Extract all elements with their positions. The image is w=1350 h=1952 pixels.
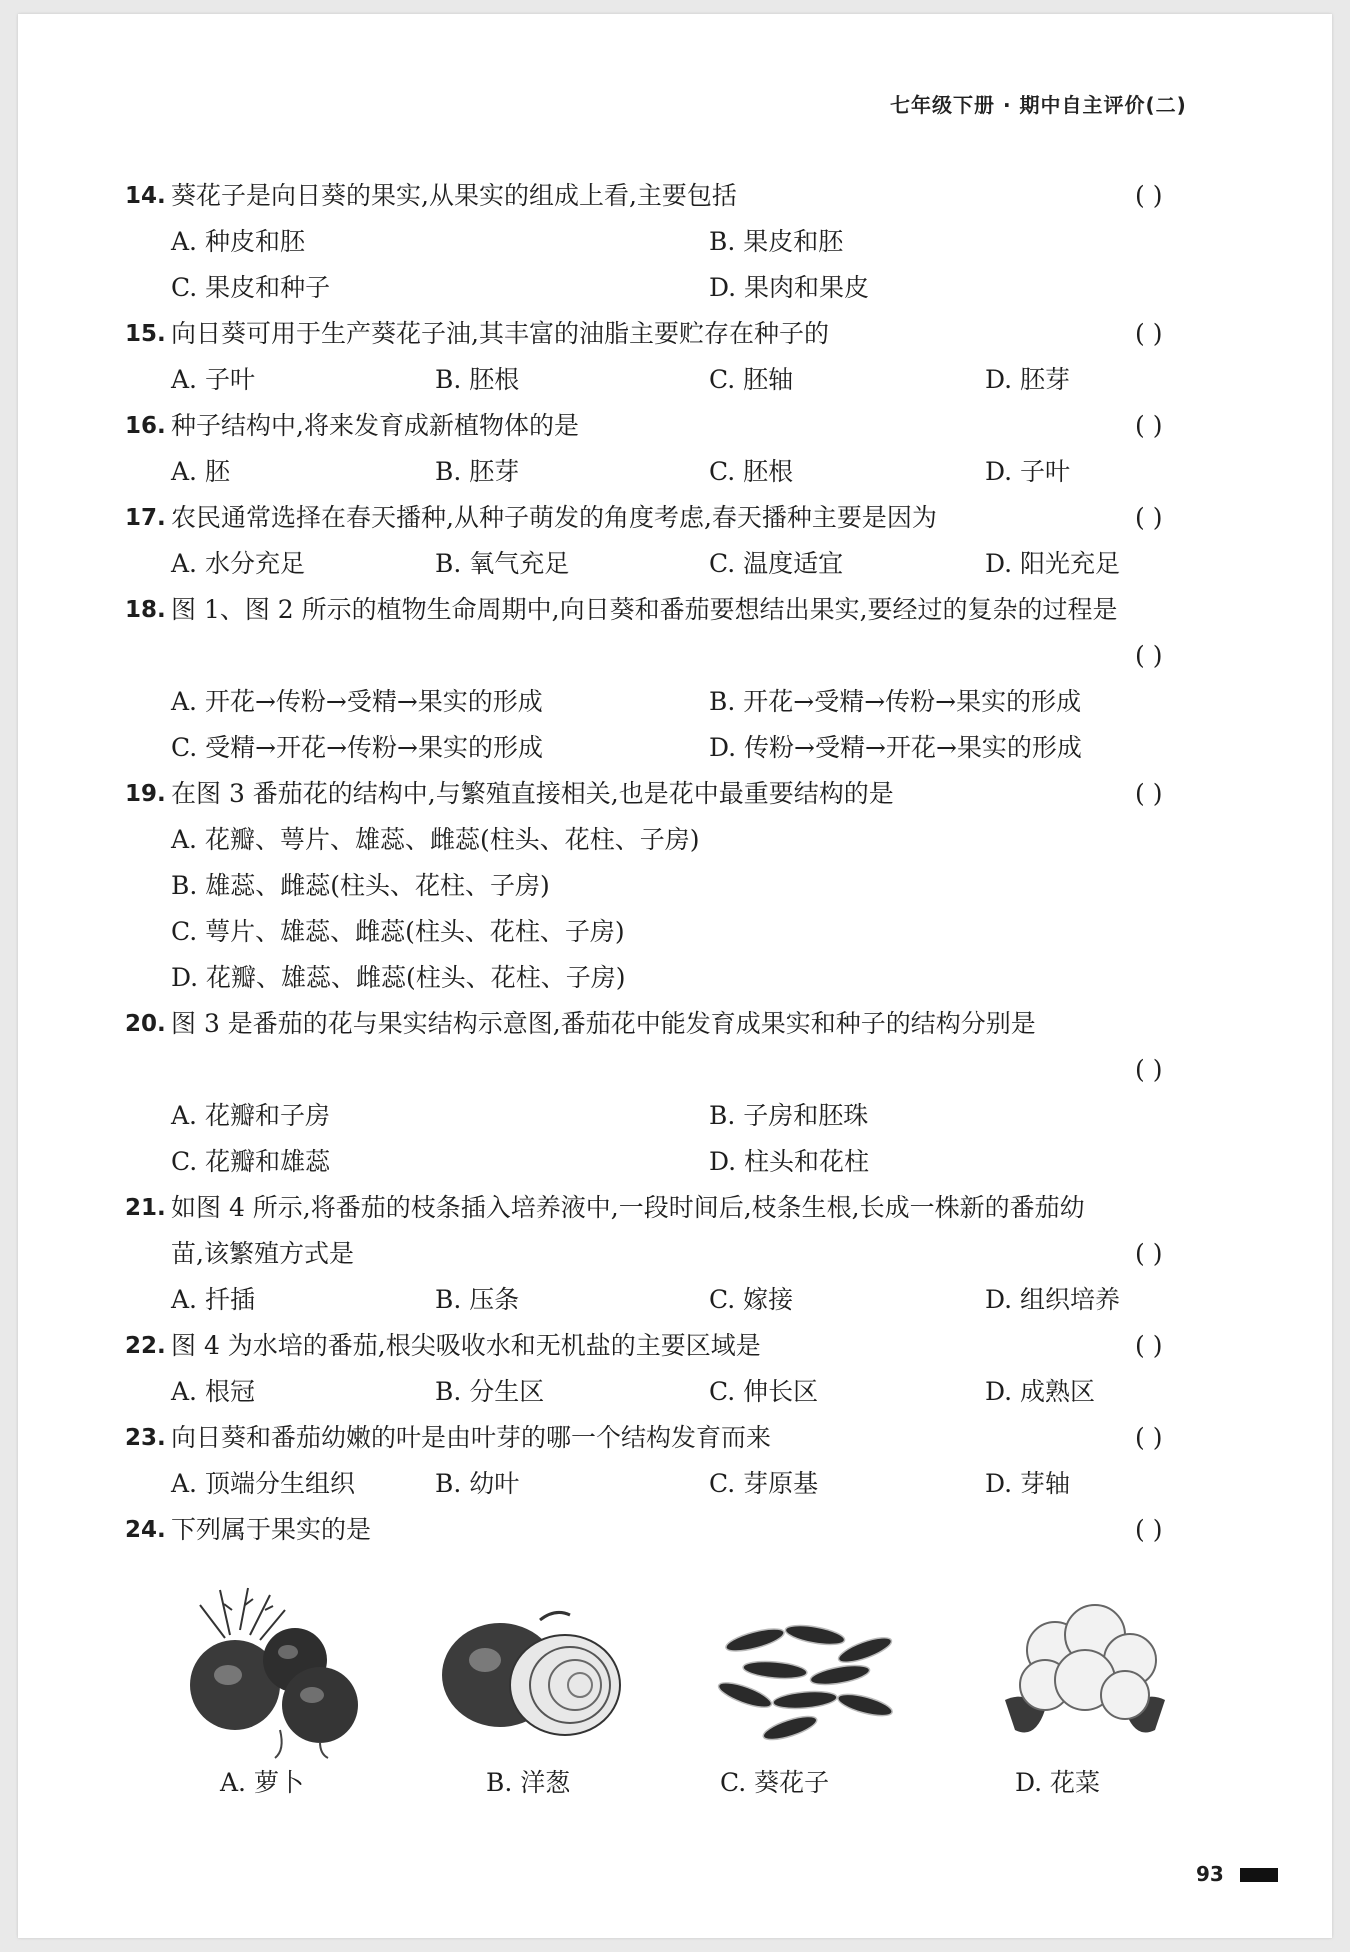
question-number: 20.: [125, 1011, 166, 1037]
question-number: 17.: [125, 505, 166, 531]
option-c: C. 萼片、雄蕊、雌蕊(柱头、花柱、子房): [171, 917, 625, 946]
answer-blank[interactable]: ( ): [1135, 1423, 1163, 1452]
cauliflower-image: [985, 1580, 1185, 1760]
image-caption-b: B. 洋葱: [486, 1768, 571, 1797]
question-number: 24.: [125, 1517, 166, 1543]
question-text: 向日葵可用于生产葵花子油,其丰富的油脂主要贮存在种子的: [171, 319, 829, 348]
option-c: C. 胚根: [709, 457, 794, 486]
option-c: C. 嫁接: [709, 1285, 794, 1314]
question-text: 下列属于果实的是: [171, 1515, 372, 1544]
option-a: A. 子叶: [171, 365, 255, 394]
option-c: C. 花瓣和雄蕊: [171, 1147, 331, 1176]
option-d: D. 阳光充足: [985, 549, 1121, 578]
question-20: [125, 1001, 1215, 1047]
question-number: 21.: [125, 1195, 166, 1221]
question-text: 图 3 是番茄的花与果实结构示意图,番茄花中能发育成果实和种子的结构分别是: [171, 1009, 1036, 1038]
option-c: C. 芽原基: [709, 1469, 819, 1498]
page-number: 93: [1196, 1862, 1224, 1886]
answer-blank[interactable]: ( ): [1135, 319, 1163, 348]
option-b: B. 开花→受精→传粉→果实的形成: [709, 687, 1082, 716]
question-text: 葵花子是向日葵的果实,从果实的组成上看,主要包括: [171, 181, 737, 210]
question-21: [125, 1185, 1215, 1231]
option-d: D. 传粉→受精→开花→果实的形成: [709, 733, 1082, 762]
option-d: D. 芽轴: [985, 1469, 1071, 1498]
answer-blank[interactable]: ( ): [1135, 1055, 1163, 1084]
image-caption-c: C. 葵花子: [720, 1768, 830, 1797]
option-d: D. 子叶: [985, 457, 1071, 486]
page-header: 七年级下册 · 期中自主评价(二): [890, 93, 1187, 117]
question-text: 农民通常选择在春天播种,从种子萌发的角度考虑,春天播种主要是因为: [171, 503, 937, 532]
option-b: B. 氧气充足: [435, 549, 570, 578]
answer-blank[interactable]: ( ): [1135, 1515, 1163, 1544]
option-a: A. 种皮和胚: [171, 227, 305, 256]
sunflower-seeds-image: [705, 1580, 905, 1760]
question-15: [125, 311, 1215, 357]
option-a: A. 顶端分生组织: [171, 1469, 355, 1498]
answer-blank[interactable]: ( ): [1135, 1331, 1163, 1360]
question-23: [125, 1415, 1215, 1461]
option-c: C. 受精→开花→传粉→果实的形成: [171, 733, 543, 762]
question-text: 图 1、图 2 所示的植物生命周期中,向日葵和番茄要想结出果实,要经过的复杂的过程是: [171, 595, 1118, 624]
question-19: [125, 771, 1215, 817]
question-text: 向日葵和番茄幼嫩的叶是由叶芽的哪一个结构发育而来: [171, 1423, 772, 1452]
question-17: [125, 495, 1215, 541]
option-b: B. 雄蕊、雌蕊(柱头、花柱、子房): [171, 871, 550, 900]
option-d: D. 组织培养: [985, 1285, 1121, 1314]
answer-blank[interactable]: ( ): [1135, 411, 1163, 440]
option-d: D. 柱头和花柱: [709, 1147, 870, 1176]
question-text: 图 4 为水培的番茄,根尖吸收水和无机盐的主要区域是: [171, 1331, 761, 1360]
question-16: [125, 403, 1215, 449]
option-b: B. 胚芽: [435, 457, 520, 486]
question-18-blank-line: [125, 633, 1215, 679]
question-14: [125, 173, 1215, 219]
question-18: [125, 587, 1215, 633]
question-number: 14.: [125, 183, 166, 209]
option-a: A. 花瓣和子房: [171, 1101, 330, 1130]
answer-blank[interactable]: ( ): [1135, 1239, 1163, 1268]
option-d: D. 果肉和果皮: [709, 273, 870, 302]
question-24: [125, 1507, 1215, 1553]
option-b: B. 分生区: [435, 1377, 545, 1406]
option-b: B. 子房和胚珠: [709, 1101, 869, 1130]
option-a: A. 胚: [171, 457, 230, 486]
option-c: C. 胚轴: [709, 365, 794, 394]
image-caption-a: A. 萝卜: [220, 1768, 304, 1797]
question-number: 15.: [125, 321, 166, 347]
question-21-line-2: [125, 1231, 1215, 1277]
option-b: B. 果皮和胚: [709, 227, 844, 256]
image-caption-d: D. 花菜: [1015, 1768, 1101, 1797]
question-number: 23.: [125, 1425, 166, 1451]
option-a: A. 开花→传粉→受精→果实的形成: [171, 687, 543, 716]
question-text: 在图 3 番茄花的结构中,与繁殖直接相关,也是花中最重要结构的是: [171, 779, 894, 808]
question-text: 种子结构中,将来发育成新植物体的是: [171, 411, 579, 440]
question-text-continued: 苗,该繁殖方式是: [171, 1239, 354, 1268]
answer-blank[interactable]: ( ): [1135, 779, 1163, 808]
option-a: A. 根冠: [171, 1377, 255, 1406]
option-c: C. 果皮和种子: [171, 273, 331, 302]
option-b: B. 胚根: [435, 365, 520, 394]
page-number-bar: [1240, 1868, 1278, 1882]
radish-image: [170, 1580, 370, 1760]
option-a: A. 扦插: [171, 1285, 255, 1314]
option-b: B. 压条: [435, 1285, 520, 1314]
onion-image: [430, 1580, 630, 1760]
option-a: A. 水分充足: [171, 549, 305, 578]
option-c: C. 伸长区: [709, 1377, 819, 1406]
question-text: 如图 4 所示,将番茄的枝条插入培养液中,一段时间后,枝条生根,长成一株新的番茄幼: [171, 1193, 1085, 1222]
answer-blank[interactable]: ( ): [1135, 181, 1163, 210]
option-d: D. 成熟区: [985, 1377, 1096, 1406]
answer-blank[interactable]: ( ): [1135, 503, 1163, 532]
question-number: 19.: [125, 781, 166, 807]
question-number: 18.: [125, 597, 166, 623]
option-c: C. 温度适宜: [709, 549, 844, 578]
question-22: [125, 1323, 1215, 1369]
question-number: 22.: [125, 1333, 166, 1359]
question-number: 16.: [125, 413, 166, 439]
option-a: A. 花瓣、萼片、雄蕊、雌蕊(柱头、花柱、子房): [171, 825, 700, 854]
question-20-blank-line: [125, 1047, 1215, 1093]
option-d: D. 胚芽: [985, 365, 1071, 394]
option-d: D. 花瓣、雄蕊、雌蕊(柱头、花柱、子房): [171, 963, 626, 992]
option-b: B. 幼叶: [435, 1469, 520, 1498]
answer-blank[interactable]: ( ): [1135, 641, 1163, 670]
